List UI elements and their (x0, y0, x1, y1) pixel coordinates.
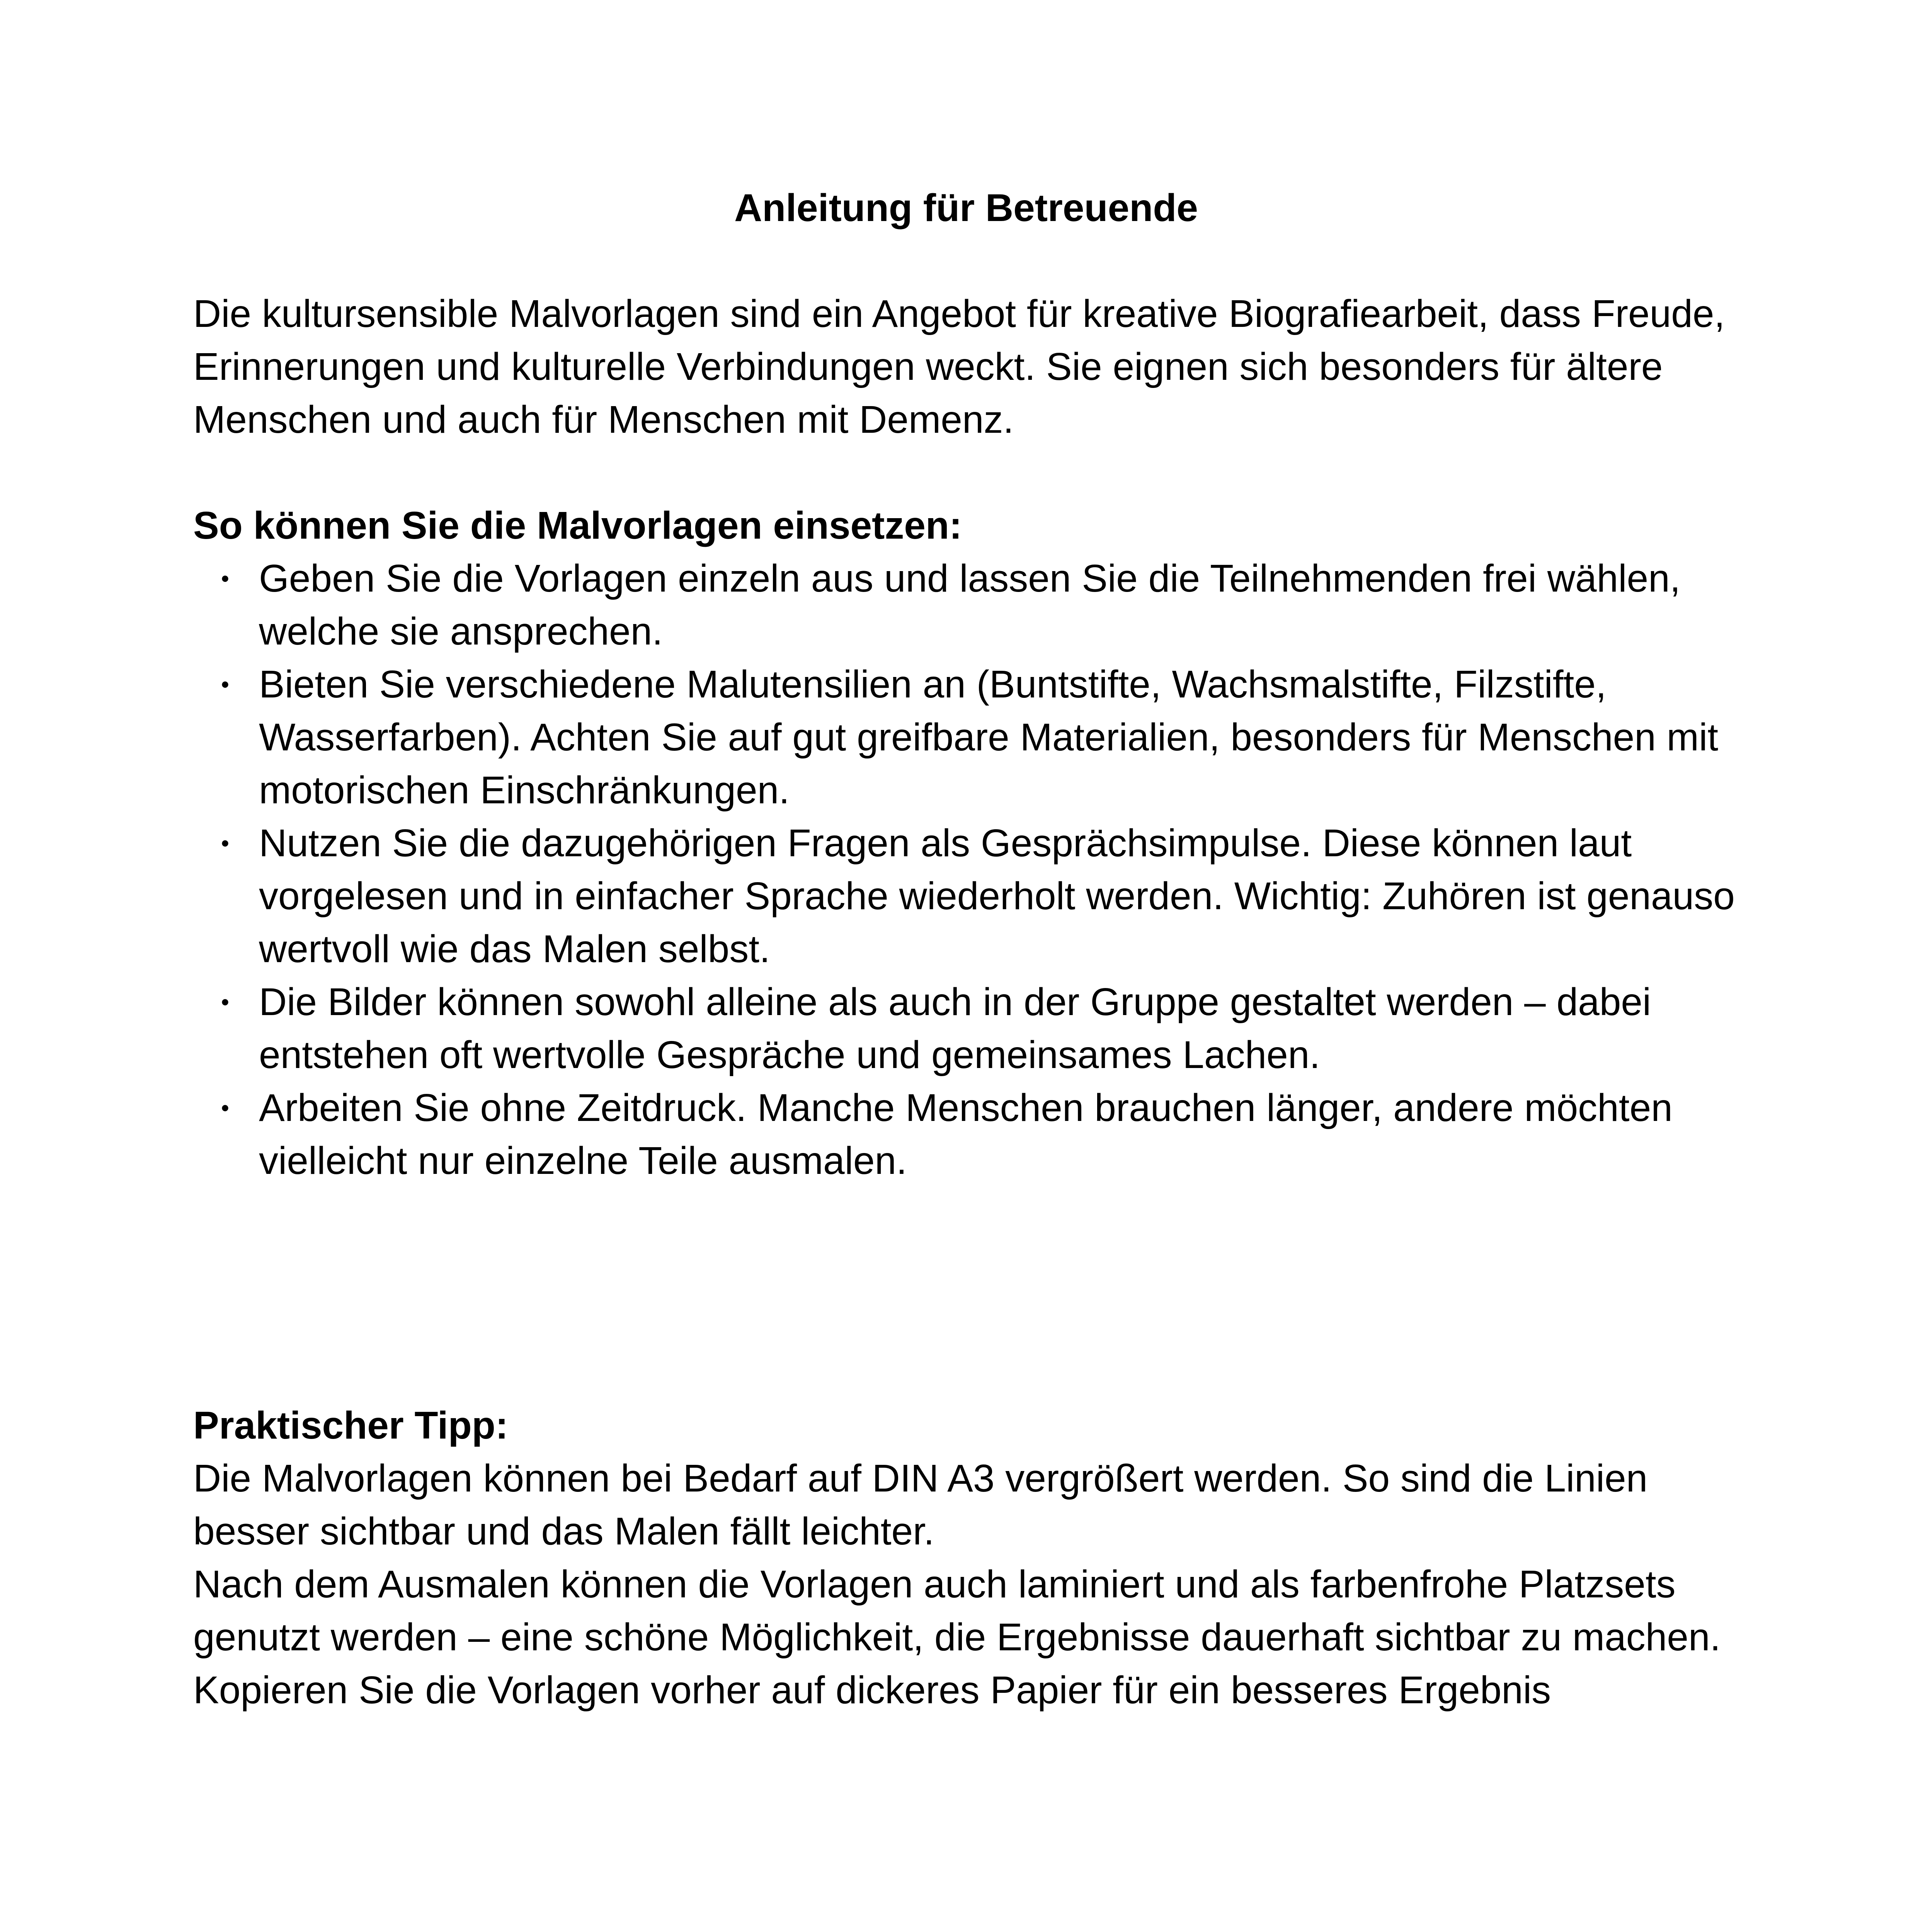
usage-list (193, 552, 1739, 1187)
list-item (193, 552, 1739, 658)
spacer (193, 446, 1739, 499)
spacer (193, 1187, 1739, 1399)
tip-paragraph: Nach dem Ausmalen können die Vorlagen auch laminiert und als farbenfrohe Platzsets genutzt werden – eine schöne Möglichkeit, die Ergebnisse dauerhaft sichtbar zu machen. (193, 1563, 1721, 1659)
usage-heading: So können Sie die Malvorlagen einsetzen: (193, 504, 962, 547)
document-content (193, 182, 1739, 1717)
bullet-icon: • (221, 989, 230, 1015)
bullet-icon: • (221, 1095, 230, 1121)
bullet-icon: • (221, 566, 230, 592)
tip-paragraph: Die Malvorlagen können bei Bedarf auf DIN A3 vergrößert werden. So sind die Linien besser sichtbar und das Malen fällt leichter. (193, 1457, 1648, 1553)
list-item (193, 976, 1739, 1082)
tip-heading: Praktischer Tipp: (193, 1404, 509, 1447)
tip-paragraph: Kopieren Sie die Vorlagen vorher auf dickeres Papier für ein besseres Ergebnis (193, 1668, 1551, 1712)
bullet-icon: • (221, 672, 230, 697)
intro-paragraph: Die kultursensible Malvorlagen sind ein Angebot für kreative Biografiearbeit, dass Freude, Erinnerungen und kulturelle Verbindungen weckt. Sie eignen sich besonders für ältere Menschen und auch für Menschen mit Demenz. (193, 292, 1725, 441)
list-item-text: Arbeiten Sie ohne Zeitdruck. Manche Menschen brauchen länger, andere möchten vielleicht nur einzelne Teile ausmalen. (259, 1086, 1673, 1182)
list-item-text: Geben Sie die Vorlagen einzeln aus und lassen Sie die Teilnehmenden frei wählen, welche sie ansprechen. (259, 557, 1681, 653)
page-title: Anleitung für Betreuende (734, 186, 1198, 230)
list-item (193, 658, 1739, 817)
list-item-text: Die Bilder können sowohl alleine als auch in der Gruppe gestaltet werden – dabei entstehen oft wertvolle Gespräche und gemeinsames Lachen. (259, 980, 1651, 1077)
list-item (193, 817, 1739, 976)
bullet-icon: • (221, 830, 230, 856)
list-item-text: Bieten Sie verschiedene Malutensilien an (Buntstifte, Wachsmalstifte, Filzstifte, Wasserfarben). Achten Sie auf gut greifbare Materialien, besonders für Menschen mit motorischen Einschränkungen. (259, 663, 1718, 812)
list-item (193, 1082, 1739, 1187)
list-item-text: Nutzen Sie die dazugehörigen Fragen als Gesprächsimpulse. Diese können laut vorgelesen und in einfacher Sprache wiederholt werden. Wichtig: Zuhören ist genauso wertvoll wie das Malen selbst. (259, 821, 1735, 971)
